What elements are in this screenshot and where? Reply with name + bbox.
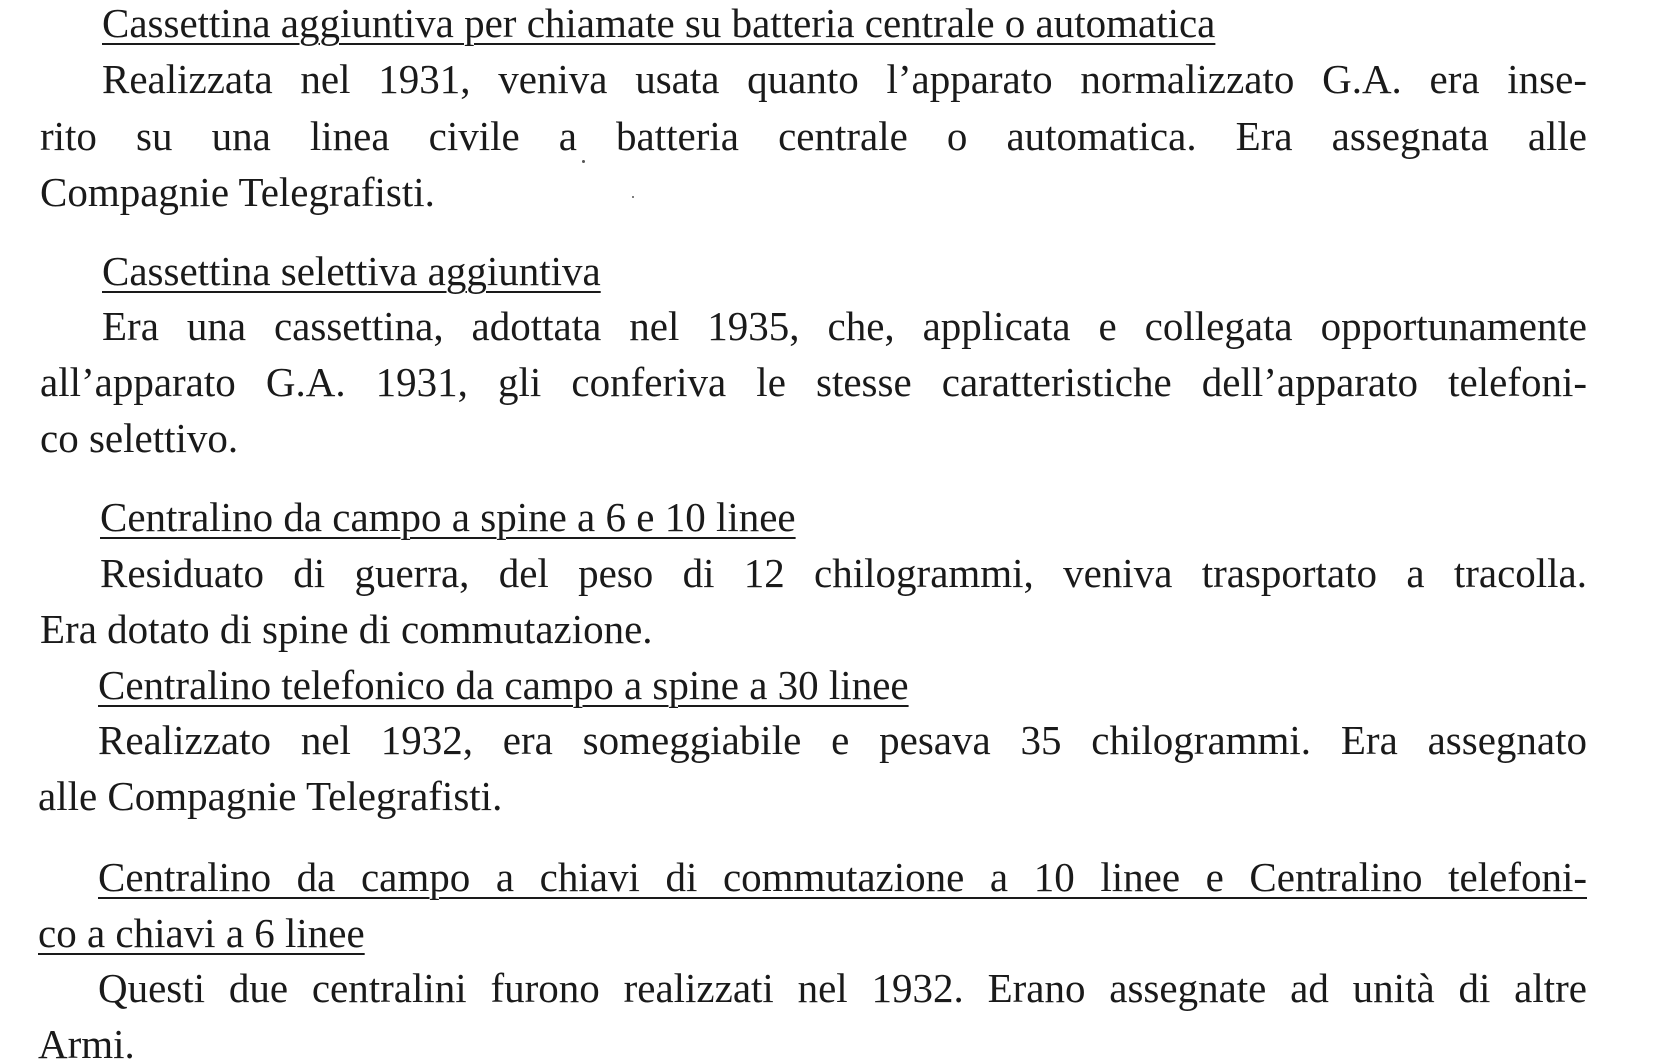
paragraph-line: Era dotato di spine di commutazione.: [40, 606, 653, 652]
paragraph-line: alle Compagnie Telegrafisti.: [38, 773, 503, 819]
section-title: Centralino telefonico da campo a spine a 30 linee: [98, 662, 909, 708]
section-title: Centralino da campo a chiavi di commutazione a 10 linee e Centralino telefoni-: [98, 854, 1587, 900]
paragraph-line: rito su una linea civile a batteria centrale o automatica. Era assegnata alle: [40, 113, 1587, 159]
print-speck: [632, 196, 634, 198]
paragraph-line: Compagnie Telegrafisti.: [40, 169, 435, 215]
paragraph-line: Realizzata nel 1931, veniva usata quanto l’apparato normalizzato G.A. era inse-: [102, 56, 1587, 102]
section-title: Cassettina selettiva aggiuntiva: [102, 248, 601, 294]
section-title: Cassettina aggiuntiva per chiamate su batteria centrale o automatica: [102, 0, 1216, 46]
paragraph-line: Armi.: [38, 1021, 135, 1059]
paragraph-line: Era una cassettina, adottata nel 1935, che, applicata e collegata opportunamente: [102, 303, 1587, 349]
paragraph-line: Questi due centralini furono realizzati nel 1932. Erano assegnate ad unità di altre: [98, 965, 1587, 1011]
section-title: Centralino da campo a spine a 6 e 10 linee: [100, 494, 796, 540]
paragraph-line: Residuato di guerra, del peso di 12 chilogrammi, veniva trasportato a tracolla.: [100, 550, 1587, 596]
print-speck: [582, 160, 585, 163]
paragraph-line: co selettivo.: [40, 415, 239, 461]
paragraph-line: all’apparato G.A. 1931, gli conferiva le stesse caratteristiche dell’apparato telefoni-: [40, 359, 1587, 405]
paragraph-line: Realizzato nel 1932, era someggiabile e pesava 35 chilogrammi. Era assegnato: [98, 717, 1587, 763]
section-title: co a chiavi a 6 linee: [38, 910, 365, 956]
